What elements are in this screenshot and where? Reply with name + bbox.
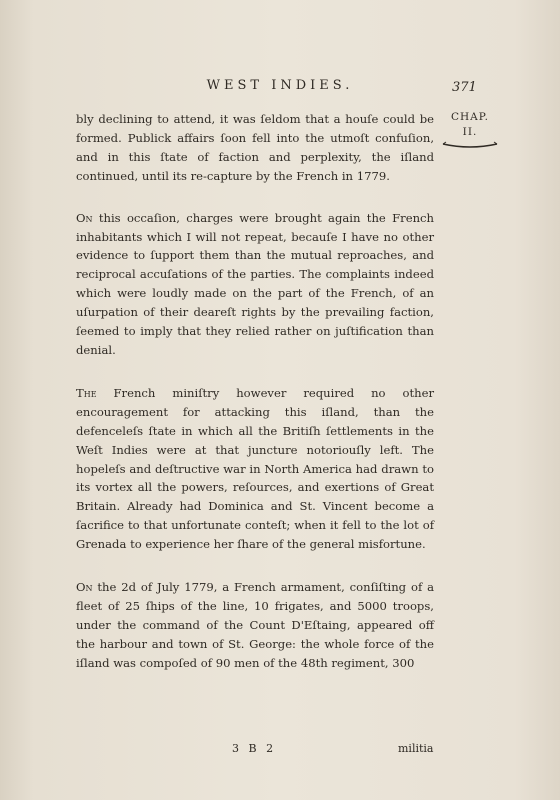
paragraph — [76, 578, 434, 673]
body-text — [76, 110, 434, 691]
paragraph-lead: On — [76, 210, 93, 225]
paragraph — [76, 110, 434, 186]
chapter-number: II. — [462, 126, 478, 138]
paragraph-text: French miniſtry however required no other encouragement for attacking this iſland, than the defenceleſs ſtate in which all the Britiſh ſettlements in the Weſt Indies were at that juncture notoriouſly left. The hopeleſs and deſtructive war in North America had drawn to its vortex all the powers, reſources, and exertions of Great Britain. Already had Dominica and St. Vincent become a ſacrifice to that unfortunate conteſt; when it fell to the lot of Grenada to experience her ſhare of the general misfortune. — [76, 385, 434, 552]
ornamental-rule-icon — [442, 141, 498, 149]
catchword: militia — [398, 742, 434, 755]
running-head: WEST INDIES. — [206, 78, 354, 93]
paragraph-text: this occaſion, charges were brought again the French inhabitants which I will not repeat, becauſe I have no other evidence to ſupport them than the mutual reproaches, and reciprocal accuſations of the parties. The complaints indeed which were loudly made on the part of the French, of an uſurpation of their deareſt rights by the prevailing faction, ſeemed to imply that they relied rather on juſtification than denial. — [76, 210, 434, 357]
signature-mark: 3 B 2 — [232, 742, 277, 755]
chapter-label: CHAP. — [450, 111, 490, 123]
paragraph — [76, 384, 434, 554]
paragraph-lead: On — [76, 580, 93, 595]
paragraph-lead: The — [76, 385, 97, 400]
paragraph-text: the 2d of July 1779, a French armament, conſiſting of a fleet of 25 ſhips of the line, 10 frigates, and 5000 troops, under the command of the Count D'Eſtaing, appeared off the harbour and town of St. George: the whole force of the iſland was compoſed of 90 men of the 48th regiment, 300 — [76, 580, 434, 670]
page-number: 371 — [452, 80, 477, 95]
paragraph-text: bly declining to attend, it was ſeldom that a houſe could be formed. Publick affairs ſoon fell into the utmoſt confuſion, and in this ſtate of faction and perplexity, the iſland continued, until its re-capture by the French in 1779. — [76, 112, 434, 183]
paragraph — [76, 209, 434, 360]
chapter-margin-note — [440, 110, 500, 149]
